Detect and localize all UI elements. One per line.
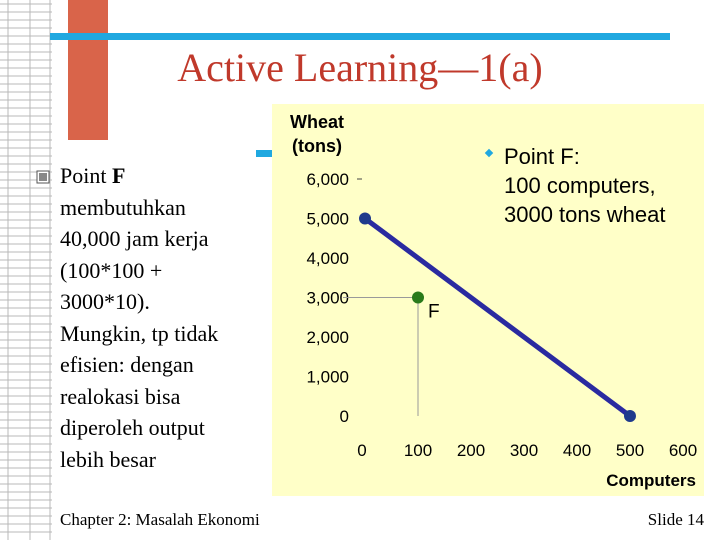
bullet-text (60, 160, 270, 475)
ppf-chart (272, 104, 704, 496)
y-tick-label: 0 (339, 407, 349, 426)
x-tick-label: 100 (403, 441, 433, 460)
y-axis-label: Wheat (290, 112, 344, 132)
x-tick-label: 300 (509, 441, 539, 460)
y-tick-label: 6,000 (306, 170, 349, 189)
point-f-marker (412, 292, 424, 304)
bullet-line (60, 160, 270, 192)
slide-title: Active Learning—1(a) (177, 45, 543, 90)
annotation-line: 3000 tons wheat (504, 202, 666, 227)
bullet-line: Mungkin, tp tidak (60, 320, 219, 346)
bullet-line-prefix: Point (60, 163, 112, 188)
footer-slide-number: Slide 14 (647, 510, 704, 529)
x-tick-label: 0 (357, 441, 367, 460)
ppf-point (624, 410, 636, 422)
chart-panel (272, 104, 704, 496)
ppf-line (365, 219, 630, 417)
x-tick-label: 600 (668, 441, 698, 460)
annotation-line: Point F: (504, 144, 580, 169)
bullet-line: membutuhkan (60, 194, 186, 220)
bullet-line: realokasi bisa (60, 383, 181, 409)
x-tick-label: 500 (615, 441, 645, 460)
annotation-bullet-icon (485, 149, 493, 157)
bullet-line: (100*100 + (60, 257, 163, 283)
footer-chapter: Chapter 2: Masalah Ekonomi (60, 510, 260, 529)
x-tick-label: 400 (562, 441, 592, 460)
y-axis-label: (tons) (292, 136, 342, 156)
y-tick-label: 2,000 (306, 328, 349, 347)
x-axis-label: Computers (606, 471, 696, 490)
point-f-label: F (428, 301, 440, 323)
annotation-line: 100 computers, (504, 173, 656, 198)
y-tick-label: 4,000 (306, 249, 349, 268)
bullet-line-text (60, 163, 125, 188)
title-accent-line (50, 33, 670, 40)
bullet-point-name: F (111, 163, 126, 188)
bullet-line: diperoleh output (60, 415, 205, 440)
y-tick-label: 5,000 (306, 209, 349, 229)
bullet-line: 40,000 jam kerja (60, 226, 209, 251)
y-tick-label: 3,000 (306, 288, 349, 308)
y-tick-label: 1,000 (306, 367, 349, 387)
bullet-line: lebih besar (60, 446, 156, 472)
bullet-line: 3000*10). (60, 289, 150, 314)
bullet-line: efisien: dengan (60, 352, 194, 377)
x-tick-label: 200 (456, 441, 486, 460)
square-bullet-icon (36, 170, 50, 184)
ppf-point (359, 213, 371, 225)
